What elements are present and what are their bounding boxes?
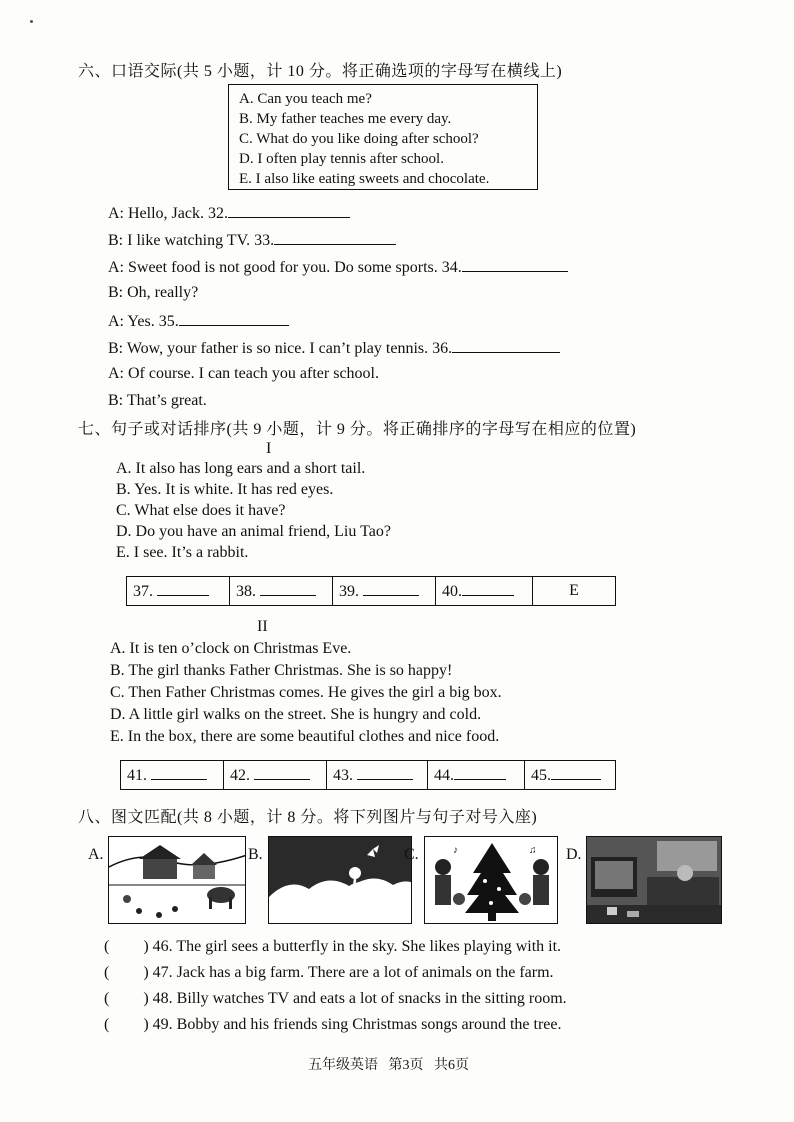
part-1-label: I (266, 440, 272, 457)
option-a: A. Can you teach me? (239, 91, 372, 107)
match-item-46: ( ) 46. The girl sees a butterfly in the sky. She likes playing with it. (104, 938, 562, 955)
picture-label-b: B. (248, 846, 263, 863)
answer-paren-48[interactable]: ( (104, 990, 110, 1007)
section-8-heading: 八、图文匹配(共 8 小题，计 8 分。将下列图片与句子对号入座) (78, 809, 538, 826)
order-cell-43[interactable]: 43. (327, 761, 428, 790)
order-cell-given: E (533, 577, 616, 606)
order-cell-44[interactable]: 44. (428, 761, 525, 790)
part-2-sentence-b: B. The girl thanks Father Christmas. She is so happy! (110, 662, 453, 679)
order-table-1 (126, 576, 616, 606)
answer-blank-33[interactable] (274, 230, 396, 245)
answer-blank-35[interactable] (179, 311, 289, 326)
part-1-sentence-b: B. Yes. It is white. It has red eyes. (116, 481, 334, 498)
section-7-heading: 七、句子或对话排序(共 9 小题，计 9 分。将正确排序的字母写在相应的位置) (78, 421, 637, 438)
picture-label-c: C. (404, 846, 419, 863)
picture-a-farm (108, 836, 246, 924)
dialogue-line-reply: B: Oh, really? (108, 284, 199, 301)
order-cell-40[interactable]: 40. (436, 577, 533, 606)
dialogue-line-35: A: Yes. 35. (108, 311, 289, 331)
picture-b-butterfly (268, 836, 412, 924)
dialogue-line-32: A: Hello, Jack. 32. (108, 203, 350, 223)
answer-blank-34[interactable] (462, 257, 568, 272)
picture-d-sitting-room (586, 836, 722, 924)
picture-c-christmas-tree (424, 836, 558, 924)
part-1-sentence-a: A. It also has long ears and a short tail. (116, 460, 366, 477)
options-box (228, 84, 538, 190)
order-cell-39[interactable]: 39. (333, 577, 436, 606)
part-2-sentence-a: A. It is ten o’clock on Christmas Eve. (110, 640, 352, 657)
option-b: B. My father teaches me every day. (239, 111, 452, 127)
answer-blank-36[interactable] (452, 338, 560, 353)
order-cell-41[interactable]: 41. (121, 761, 224, 790)
answer-paren-47[interactable]: ( (104, 964, 110, 981)
picture-label-d: D. (566, 846, 582, 863)
match-item-49: ( ) 49. Bobby and his friends sing Christmas songs around the tree. (104, 1016, 562, 1033)
dialogue-line-teach: A: Of course. I can teach you after school. (108, 365, 379, 382)
order-table-2 (120, 760, 616, 790)
svg-text:♫: ♫ (529, 845, 537, 856)
answer-paren-49[interactable]: ( (104, 1016, 110, 1033)
scan-speck (30, 20, 33, 23)
dialogue-line-34: A: Sweet food is not good for you. Do some sports. 34. (108, 257, 568, 277)
order-cell-42[interactable]: 42. (224, 761, 327, 790)
option-d: D. I often play tennis after school. (239, 151, 444, 167)
part-2-sentence-e: E. In the box, there are some beautiful clothes and nice food. (110, 728, 500, 745)
part-1-sentence-e: E. I see. It’s a rabbit. (116, 544, 249, 561)
match-item-47: ( ) 47. Jack has a big farm. There are a lot of animals on the farm. (104, 964, 554, 981)
svg-text:♪: ♪ (453, 845, 458, 856)
order-cell-37[interactable]: 37. (127, 577, 230, 606)
dialogue-line-great: B: That’s great. (108, 392, 207, 409)
picture-label-a: A. (88, 846, 104, 863)
part-2-sentence-d: D. A little girl walks on the street. She is hungry and cold. (110, 706, 482, 723)
option-c: C. What do you like doing after school? (239, 131, 479, 147)
answer-paren-46[interactable]: ( (104, 938, 110, 955)
part-1-sentence-c: C. What else does it have? (116, 502, 286, 519)
order-cell-38[interactable]: 38. (230, 577, 333, 606)
option-e: E. I also like eating sweets and chocolate. (239, 171, 490, 187)
part-2-label: II (257, 618, 268, 635)
page-footer: 五年级英语 第3页 共6页 (308, 1058, 469, 1073)
match-item-48: ( ) 48. Billy watches TV and eats a lot of snacks in the sitting room. (104, 990, 567, 1007)
order-cell-45[interactable]: 45. (525, 761, 616, 790)
part-2-sentence-c: C. Then Father Christmas comes. He gives the girl a big box. (110, 684, 502, 701)
part-1-sentence-d: D. Do you have an animal friend, Liu Tao? (116, 523, 391, 540)
dialogue-line-36: B: Wow, your father is so nice. I can’t play tennis. 36. (108, 338, 560, 358)
answer-blank-32[interactable] (228, 203, 350, 218)
dialogue-line-33: B: I like watching TV. 33. (108, 230, 396, 250)
section-6-heading: 六、口语交际(共 5 小题，计 10 分。将正确选项的字母写在横线上) (78, 63, 563, 80)
